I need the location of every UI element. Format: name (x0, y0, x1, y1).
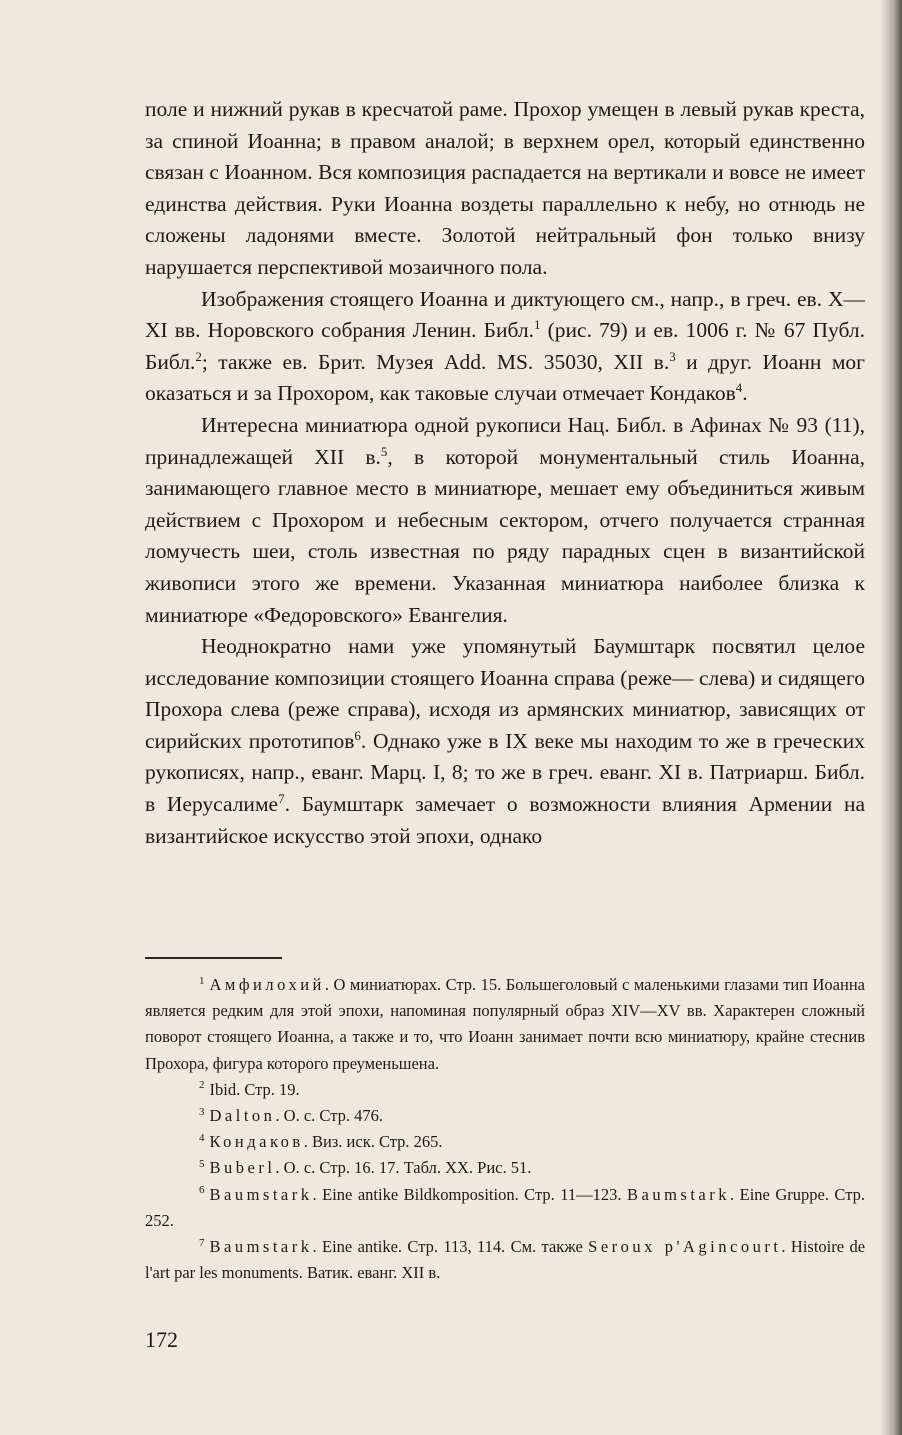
footnote-number: 4 (199, 1131, 205, 1144)
footnote-ref-2: 2 (195, 348, 202, 364)
main-text (145, 94, 865, 852)
footnote-text: . О миниатюрах. Стр. 15. Большеголовый с маленькими глазами тип Иоанна является редким для этой эпохи, напоминая популярный образ XIV—XV вв. Характерен сложный поворот стоящего Иоанна, а также и то, что Иоанн занимает почти всю миниатюру, крайне стеснив Прохора, фигура которого преуменьшена. (145, 975, 865, 1073)
footnote-text-2: . Histoire de l'art par les monuments. Ватик. еванг. XII в. (145, 1237, 866, 1283)
footnote-7 (145, 1234, 865, 1286)
footnote-4 (145, 1129, 865, 1155)
paragraph-3-text-a: Интересна миниатюра одной рукописи Нац. Библ. в Афинах № 93 (11), принадлежащей XII в. (145, 412, 865, 469)
footnote-ref-3: 3 (669, 348, 676, 364)
footnote-number: 2 (199, 1079, 205, 1092)
page-edge-shadow (880, 0, 902, 1435)
footnote-ref-4: 4 (735, 380, 743, 396)
page-number: 172 (145, 1327, 178, 1352)
footnote-ref-1: 1 (534, 317, 541, 332)
footnote-number: 3 (199, 1105, 205, 1118)
paragraph-1: поле и нижний рукав в кресчатой раме. Прохор умещен в левый рукав креста, за спиной Иоанна; в правом аналой; в верхнем орел, который единственно связан с Иоанном. Вся композиция распадается на вертикали и вовсе не имеет единства действия. Руки Иоанна воздеты параллельно к небу, но отнюдь не сложены ладонями вместе. Золотой нейтральный фон только внизу нарушается перспективой мозаичного пола. (145, 97, 865, 279)
footnote-text: Ibid. Стр. 19. (209, 1079, 300, 1099)
paragraph-2-text-e: . (742, 381, 748, 406)
footnote-text: . O. c. Стр. 476. (275, 1106, 383, 1126)
paragraph-2-text-c: ; также ев. Брит. Музея Add. MS. 35030, XII в. (201, 349, 670, 374)
paragraph-4-text-b: . Однако уже в IX веке мы находим то же в греческих рукописях, напр., еванг. Марц. I, 8; то же в греч. еванг. XI в. Патриарш. Библ. в Иерусалиме (145, 728, 865, 817)
paragraph-4-text-a: Неоднократно нами уже упомянутый Баумштарк посвятил целое исследование композиции стоящего Иоанна справа (реже— слева) и сидящего Прохора слева (реже справа), исходя из армянских миниатюр, зависящих от сирийских прототипов (145, 634, 865, 753)
footnote-1 (145, 972, 865, 1077)
footnote-3 (145, 1103, 865, 1129)
footnote-ref-7: 7 (278, 790, 285, 806)
footnotes (145, 972, 865, 1286)
footnote-author: Кондаков (209, 1132, 304, 1152)
paragraph-4-text-c: . Баумштарк замечает о возможности влияния Армении на византийское искусство этой эпохи, однако (145, 792, 865, 848)
footnote-author: Dalton (209, 1106, 276, 1126)
footnote-text: . Eine antike Bildkomposition. Стр. 11—123. (312, 1184, 627, 1204)
paragraph-2 (145, 284, 865, 410)
footnote-ref-5: 5 (380, 443, 388, 459)
footnote-6 (145, 1182, 865, 1234)
footnote-text: . Eine antike. Стр. 113, 114. См. также (312, 1237, 589, 1257)
paragraph-4 (145, 631, 865, 852)
footnote-text: . Виз. иск. Стр. 265. (303, 1132, 443, 1152)
footnote-author-2: Seroux p'Agincourt (588, 1237, 782, 1257)
footnote-number: 7 (199, 1236, 205, 1249)
footnote-ref-6: 6 (354, 727, 361, 743)
paragraph-2-text-b: (рис. 79) и ев. 1006 г. № 67 Публ. Библ. (145, 318, 865, 374)
footnote-number: 5 (199, 1157, 205, 1170)
paragraph-2-text-d: и друг. Иоанн мог оказаться и за Прохором, как таковые случаи отмечает Кондаков (145, 349, 865, 406)
footnote-2 (145, 1077, 865, 1103)
paragraph-2-text-a: Изображения стоящего Иоанна и диктующего см., напр., в греч. ев. X—XI вв. Норовского собрания Ленин. Библ. (145, 286, 865, 343)
footnote-author: Baumstark (209, 1237, 313, 1257)
footnote-author: Амфилохий (209, 975, 325, 994)
paragraph-3-text-b: , в которой монументальный стиль Иоанна, занимающего главное место в миниатюре, мешает ему объединиться живым действием с Прохором и небесным сектором, отчего получается странная ломучесть шеи, столь известная по ряду парадных сцен в византийской живописи этого же времени. Указанная миниатюра наиболее близка к миниатюре «Федоровского» Евангелия. (145, 444, 865, 627)
footnote-number: 6 (199, 1184, 205, 1197)
footnote-text: . O. c. Стр. 16. 17. Табл. XX. Рис. 51. (275, 1158, 532, 1178)
footnote-author: Buberl (209, 1158, 276, 1178)
footnote-number: 1 (199, 974, 205, 987)
footnote-divider (145, 957, 282, 959)
footnote-author: Baumstark (209, 1184, 313, 1204)
paragraph-3 (145, 410, 865, 631)
footnote-text-2: . Eine Gruppe. Стр. 252. (145, 1184, 866, 1230)
footnote-author-2: Baumstark (627, 1184, 730, 1204)
footnote-5 (145, 1155, 865, 1181)
